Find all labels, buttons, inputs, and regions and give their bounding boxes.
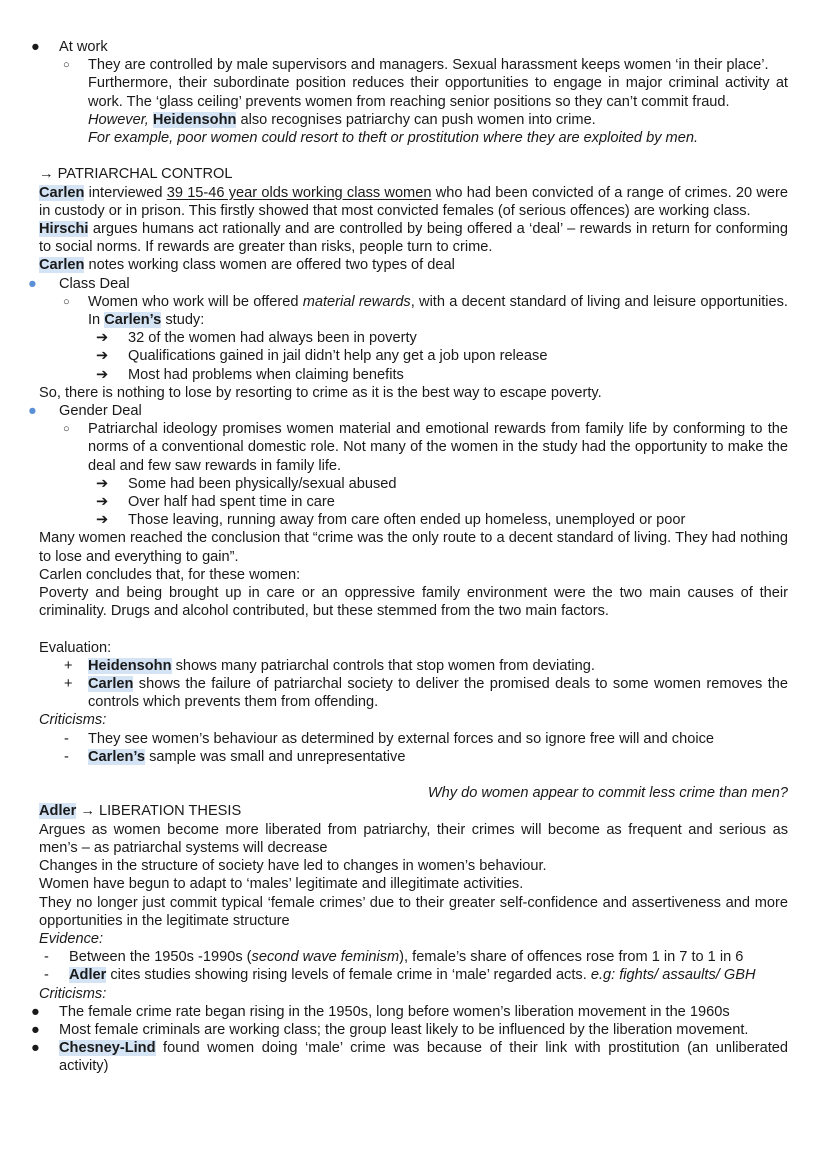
list-item [0,511,828,529]
underlined-text: 39 15-46 year olds working class women [166,184,432,201]
text-span: , with a decent standard of living and leisure opportunities. In [88,293,788,329]
paragraph: They are controlled by male supervisors and managers. Sexual harassment keeps women ‘in their place’. [88,57,769,74]
text-span: → LIBERATION THESIS [76,803,242,820]
criticism-item [0,1039,828,1075]
paragraph [88,111,788,129]
list-item [0,366,828,384]
arrow-bullet-icon: ➔ [96,494,109,511]
plus-item [0,675,828,711]
dash-bullet-icon: - [64,748,69,765]
paragraph: Changes in the structure of society have led to changes in women’s behaviour. [39,858,547,875]
evaluation-heading: Evaluation: [39,639,112,656]
text-span: cites studies showing rising levels of female crime in ‘male’ regarded acts. [106,967,591,984]
bullet-icon: ● [31,1021,40,1038]
text-span: The female crime rate began rising in the 1950s, long before women’s liberation movement in the 1960s [59,1003,730,1020]
text-span: Women who work will be offered [88,293,303,310]
text-span: notes working class women are offered two types of deal [84,257,455,274]
text-span: argues humans act rationally and are controlled by being offered a ‘deal’ – rewards in return for conforming to social norms. If rewards are greater than risks, people turn to crime. [39,221,788,256]
question-heading: Why do women appear to commit less crime than men? [427,785,788,802]
text-span: They see women’s behaviour as determined by external forces and so ignore free will and choice [88,730,714,747]
circle-bullet-icon: ○ [63,59,70,72]
bullet-icon: ● [28,403,37,420]
text-span: e.g: fights/ assaults/ GBH [590,967,756,984]
text-span: shows many patriarchal controls that stop women from deviating. [171,657,595,674]
section-heading [0,802,828,820]
highlighted-name: Carlen’s [88,748,146,765]
bullet-icon: ● [31,39,40,55]
highlighted-name: Chesney-Lind [59,1040,156,1057]
text-span: ), female’s share of offences rose from 1 in 7 to 1 in 6 [399,949,744,966]
text-span: material rewards [302,293,411,310]
minus-item [0,748,828,766]
document [0,38,828,1076]
list-item [0,475,828,493]
plus-item [0,657,828,675]
paragraph: Argues as women become more liberated from patriarchy, their crimes will become as frequent and serious as men’s – as patriarchal systems will decrease [39,821,788,856]
plus-bullet-icon: + [64,657,73,674]
list-item [0,329,828,347]
highlighted-name: Heidensohn [152,111,237,128]
class-deal-subitem [0,293,828,329]
class-deal-item [0,275,828,293]
criticism-item [0,1003,828,1021]
highlighted-name: Carlen [39,184,85,201]
text-span: Most female criminals are working class; the group least likely to be influenced by the liberation movement. [59,1021,749,1038]
at-work-heading: At work [59,39,108,55]
highlighted-name: Carlen [39,257,85,274]
paragraph [0,256,828,274]
highlighted-name: Heidensohn [88,657,172,674]
evidence-heading: Evidence: [39,930,104,947]
list-item-text: Those leaving, running away from care often ended up homeless, unemployed or poor [128,512,686,529]
arrow-bullet-icon: ➔ [96,512,109,529]
paragraph: For example, poor women could resort to theft or prostitution where they are exploited by men. [88,130,699,147]
evidence-item [0,966,828,984]
paragraph: Furthermore, their subordinate position reduces their opportunities to engage in major criminal activity at work. The ‘glass ceiling’ prevents women from reaching senior positions so they can’t commit fraud. [88,75,788,110]
list-item [0,493,828,511]
text-span: Patriarchal ideology promises women material and emotional rewards from family life by conforming to the norms of a conventional domestic role. Not many of the women in the study had the opportunity to make the deal and few saw rewards in family life. [88,421,788,474]
highlighted-name: Carlen’s [104,312,162,329]
circle-bullet-icon: ○ [63,423,70,436]
highlighted-name: Adler [69,967,107,984]
arrow-bullet-icon: ➔ [96,348,109,365]
text-span: who had been convicted of a range of crimes. 20 were in custody or in prison. This firstly showed that most convicted females (of serious offences) are working class. [39,184,788,219]
gender-deal-heading: Gender Deal [59,403,142,420]
criticism-item [0,1021,828,1039]
text-span: Between the 1950s -1990s ( [69,949,252,966]
evidence-item [0,948,828,966]
paragraph: Many women reached the conclusion that “crime was the only route to a decent standard of living. They had nothing to lose and everything to gain”. [39,530,788,565]
at-work-item [0,38,828,56]
plus-bullet-icon: + [64,676,73,693]
at-work-subitem [0,56,828,147]
dash-bullet-icon: - [44,967,49,984]
paragraph: Women have begun to adapt to ‘males’ legitimate and illegitimate activities. [39,876,524,893]
criticisms-heading: Criticisms: [39,985,107,1002]
text-span: However, [88,111,153,128]
text-span: sample was small and unrepresentative [145,748,406,765]
paragraph: Carlen concludes that, for these women: [39,566,301,583]
highlighted-name: Hirschi [39,221,89,238]
class-deal-heading: Class Deal [59,275,130,292]
text-span: study: [161,312,205,329]
paragraph: Poverty and being brought up in care or an oppressive family environment were the two main causes of their criminality. Drugs and alcohol contributed, but these stemmed from the two main factors. [39,585,788,620]
gender-deal-item [0,402,828,420]
arrow-bullet-icon: ➔ [96,366,109,383]
text-span: interviewed [84,184,167,201]
section-heading: → PATRIARCHAL CONTROL [39,166,233,183]
paragraph [0,184,828,220]
list-item-text: Qualifications gained in jail didn’t help any get a job upon release [128,348,548,365]
bullet-icon: ● [31,1003,40,1020]
circle-bullet-icon: ○ [63,295,70,308]
bullet-icon: ● [28,275,37,292]
dash-bullet-icon: - [64,730,69,747]
arrow-bullet-icon: ➔ [96,475,109,492]
arrow-bullet-icon: ➔ [96,330,109,347]
bullet-icon: ● [31,1040,40,1057]
text-span: found women doing ‘male’ crime was because of their link with prostitution (an unliberated activity) [59,1040,788,1075]
highlighted-name: Adler [39,803,77,820]
list-item [0,347,828,365]
text-span: second wave feminism [251,949,400,966]
paragraph: They no longer just commit typical ‘female crimes’ due to their greater self-confidence and assertiveness and more opportunities in the legitimate structure [39,894,788,929]
list-item-text: Over half had spent time in care [128,494,335,511]
dash-bullet-icon: - [44,949,49,966]
gender-deal-subitem [0,420,828,475]
list-item-text: Most had problems when claiming benefits [128,366,404,383]
text-span: shows the failure of patriarchal society to deliver the promised deals to some women removes the controls which prevents them from offending. [88,676,788,711]
minus-item [0,730,828,748]
text-span: also recognises patriarchy can push women into crime. [236,111,596,128]
paragraph: So, there is nothing to lose by resorting to crime as it is the best way to escape poverty. [39,384,602,401]
criticisms-heading: Criticisms: [39,712,107,729]
highlighted-name: Carlen [88,676,134,693]
list-item-text: 32 of the women had always been in poverty [128,330,417,347]
list-item-text: Some had been physically/sexual abused [128,475,397,492]
paragraph [0,220,828,256]
